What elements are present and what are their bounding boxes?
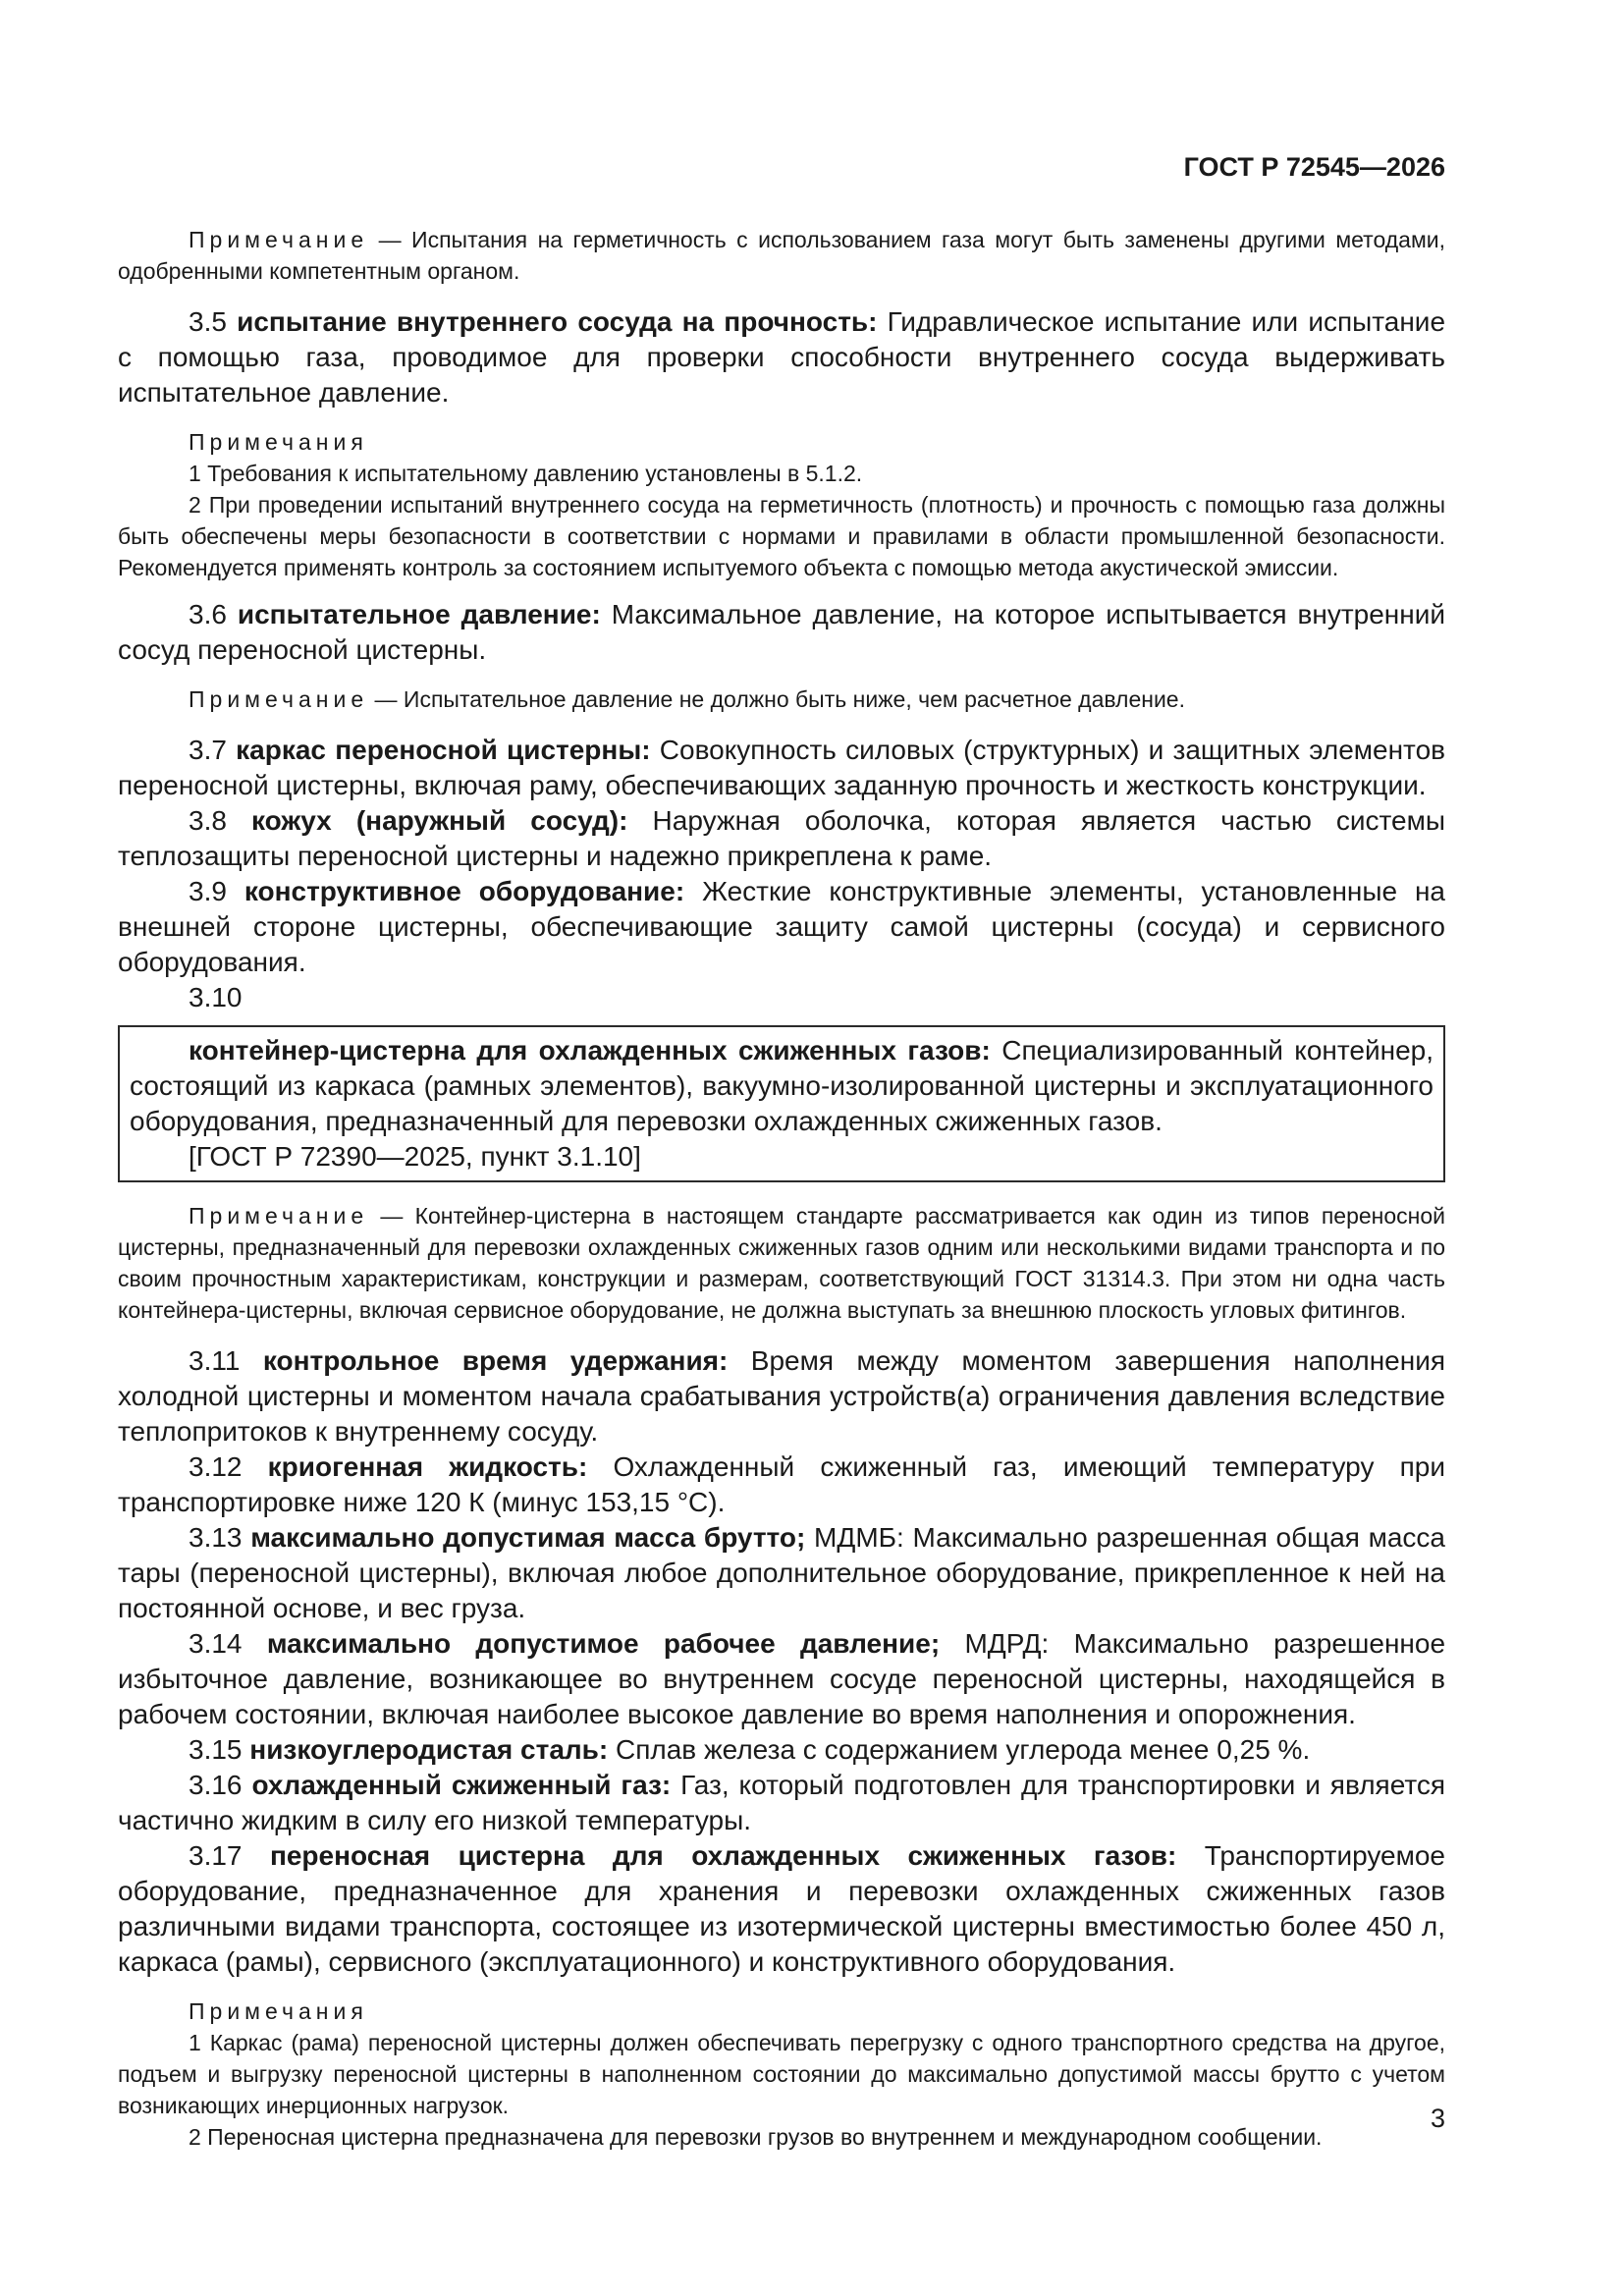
document-body	[118, 224, 1445, 2153]
note-label: Примечание	[189, 686, 369, 712]
term-definition: МДМБ: Максимально разрешенная общая масса тары (переносной цистерны), включая любое дополнительное оборудование, прикрепленное к ней на постоянной основе, и вес груза.	[118, 1522, 1446, 1623]
quoted-term-box	[118, 1025, 1445, 1182]
note-item: 1 Требования к испытательному давлению установлены в 5.1.2.	[189, 461, 863, 486]
term-entry	[118, 304, 1445, 410]
term-title: переносная цистерна для охлажденных сжиженных газов:	[269, 1840, 1177, 1871]
term-number: 3.11	[189, 1345, 241, 1376]
term-title: максимально допустимое рабочее давление;	[266, 1628, 941, 1659]
term-number: 3.6	[189, 599, 227, 629]
term-entry	[118, 597, 1445, 668]
term-title: охлажденный сжиженный газ:	[251, 1770, 672, 1800]
note-text: — Контейнер-цистерна в настоящем стандарте рассматривается как один из типов переносной цистерны, предназначенный для перевозки охлажденных сжиженных газов одним или несколькими видами транспорта и по своим прочностным характеристикам, конструкции и размерам, соответствующий ГОСТ 31314.3. При этом ни одна часть контейнера-цистерны, включая сервисное оборудование, не должна выступать за внешнюю плоскость угловых фитингов.	[118, 1203, 1446, 1323]
page-number: 3	[1430, 2104, 1445, 2133]
term-definition: Максимальное давление, на которое испытывается внутренний сосуд переносной цистерны.	[118, 599, 1445, 665]
notes-label: Примечания	[189, 1998, 368, 2024]
note-label: Примечание	[189, 227, 369, 252]
note-text: — Испытания на герметичность с использованием газа могут быть заменены другими методами, одобренными компетентным органом.	[118, 227, 1445, 284]
note-text: — Испытательное давление не должно быть ниже, чем расчетное давление.	[374, 686, 1185, 712]
term-number: 3.5	[189, 306, 227, 337]
term-definition: Газ, который подготовлен для транспортировки и является частично жидким в силу его низкой температуры.	[118, 1770, 1446, 1835]
term-title: конструктивное оборудование:	[243, 876, 685, 906]
source-reference: [ГОСТ Р 72390—2025, пункт 3.1.10]	[189, 1141, 641, 1172]
note-item: 2 При проведении испытаний внутреннего сосуда на герметичность (плотность) и прочность с помощью газа должны быть обеспечены меры безопасности в соответствии с нормами и правилами в области промышленной безопасности. Рекомендуется применять контроль за состоянием испытуемого объекта с помощью метода акустической эмиссии.	[118, 492, 1445, 580]
document-header: ГОСТ Р 72545—2026	[1183, 152, 1445, 182]
term-entry	[118, 1768, 1445, 1838]
note-label: Примечание	[189, 1203, 369, 1229]
note-item: 2 Переносная цистерна предназначена для перевозки грузов во внутреннем и международном сообщении.	[189, 2124, 1323, 2150]
term-number: 3.10	[189, 982, 243, 1012]
term-definition: Специализированный контейнер, состоящий из каркаса (рамных элементов), вакуумно-изолированной цистерны и эксплуатационного оборудования, предназначенный для перевозки охлажденных сжиженных газов.	[130, 1035, 1434, 1136]
term-number: 3.13	[189, 1522, 243, 1553]
term-entry	[118, 803, 1445, 874]
note-block	[118, 683, 1445, 715]
note-block	[118, 1200, 1445, 1326]
notes-block	[118, 1995, 1445, 2153]
note-item: 1 Каркас (рама) переносной цистерны должен обеспечивать перегрузку с одного транспортного средства на другое, подъем и выгрузку переносной цистерны в наполненном состоянии до максимально допустимой массы брутто с учетом возникающих инерционных нагрузок.	[118, 2030, 1445, 2118]
term-number: 3.8	[189, 805, 227, 836]
notes-label: Примечания	[189, 429, 368, 455]
term-title: низкоуглеродистая сталь:	[249, 1734, 609, 1765]
term-number: 3.16	[189, 1770, 243, 1800]
notes-block	[118, 426, 1445, 583]
term-entry	[118, 1449, 1445, 1520]
term-definition: Совокупность силовых (структурных) и защитных элементов переносной цистерны, включая раму, обеспечивающих заданную прочность и жесткость конструкции.	[118, 735, 1446, 800]
term-definition: Транспортируемое оборудование, предназначенное для хранения и перевозки охлажденных сжиженных газов различными видами транспорта, состоящее из изотермической цистерны вместимостью более 450 л, каркаса (рамы), сервисного (эксплуатационного) и конструктивного оборудования.	[118, 1840, 1446, 1977]
term-title: испытательное давление:	[237, 599, 601, 629]
term-number: 3.14	[189, 1628, 243, 1659]
term-title: контрольное время удержания:	[262, 1345, 729, 1376]
term-definition: Гидравлическое испытание или испытание с помощью газа, проводимое для проверки способности внутреннего сосуда выдерживать испытательное давление.	[118, 306, 1446, 408]
term-entry	[118, 1732, 1445, 1768]
note-block	[118, 224, 1445, 287]
term-number: 3.12	[189, 1451, 243, 1482]
term-title: кожух (наружный сосуд):	[251, 805, 628, 836]
term-definition: МДРД: Максимально разрешенное избыточное давление, возникающее во внутреннем сосуде переносной цистерны, находящейся в рабочем состоянии, включая наиболее высокое давление во время наполнения и опорожнения.	[118, 1628, 1446, 1729]
term-entry	[118, 733, 1445, 803]
term-entry	[118, 1520, 1445, 1626]
term-definition: Наружная оболочка, которая является частью системы теплозащиты переносной цистерны и надежно прикреплена к раме.	[118, 805, 1446, 871]
term-title: испытание внутреннего сосуда на прочность:	[237, 306, 878, 337]
term-number: 3.7	[189, 735, 227, 765]
term-entry	[118, 1343, 1445, 1449]
term-definition: Жесткие конструктивные элементы, установленные на внешней стороне цистерны, обеспечивающие защиту самой цистерны (сосуда) и сервисного оборудования.	[118, 876, 1446, 977]
term-entry	[118, 1838, 1445, 1980]
term-number: 3.9	[189, 876, 227, 906]
term-number: 3.15	[189, 1734, 243, 1765]
term-definition: Сплав железа с содержанием углерода менее 0,25 %.	[616, 1734, 1311, 1765]
term-number: 3.17	[189, 1840, 243, 1871]
term-entry	[118, 1626, 1445, 1732]
term-definition: Охлажденный сжиженный газ, имеющий температуру при транспортировке ниже 120 К (минус 153,15 °С).	[118, 1451, 1445, 1517]
term-title: криогенная жидкость:	[267, 1451, 588, 1482]
term-title: контейнер-цистерна для охлажденных сжиженных газов:	[189, 1035, 991, 1066]
term-entry	[118, 874, 1445, 980]
term-definition: Время между моментом завершения наполнения холодной цистерны и моментом начала срабатывания устройств(а) ограничения давления вследствие теплопритоков к внутреннему сосуду.	[118, 1345, 1446, 1447]
term-title: максимально допустимая масса брутто;	[250, 1522, 806, 1553]
term-title: каркас переносной цистерны:	[236, 735, 651, 765]
